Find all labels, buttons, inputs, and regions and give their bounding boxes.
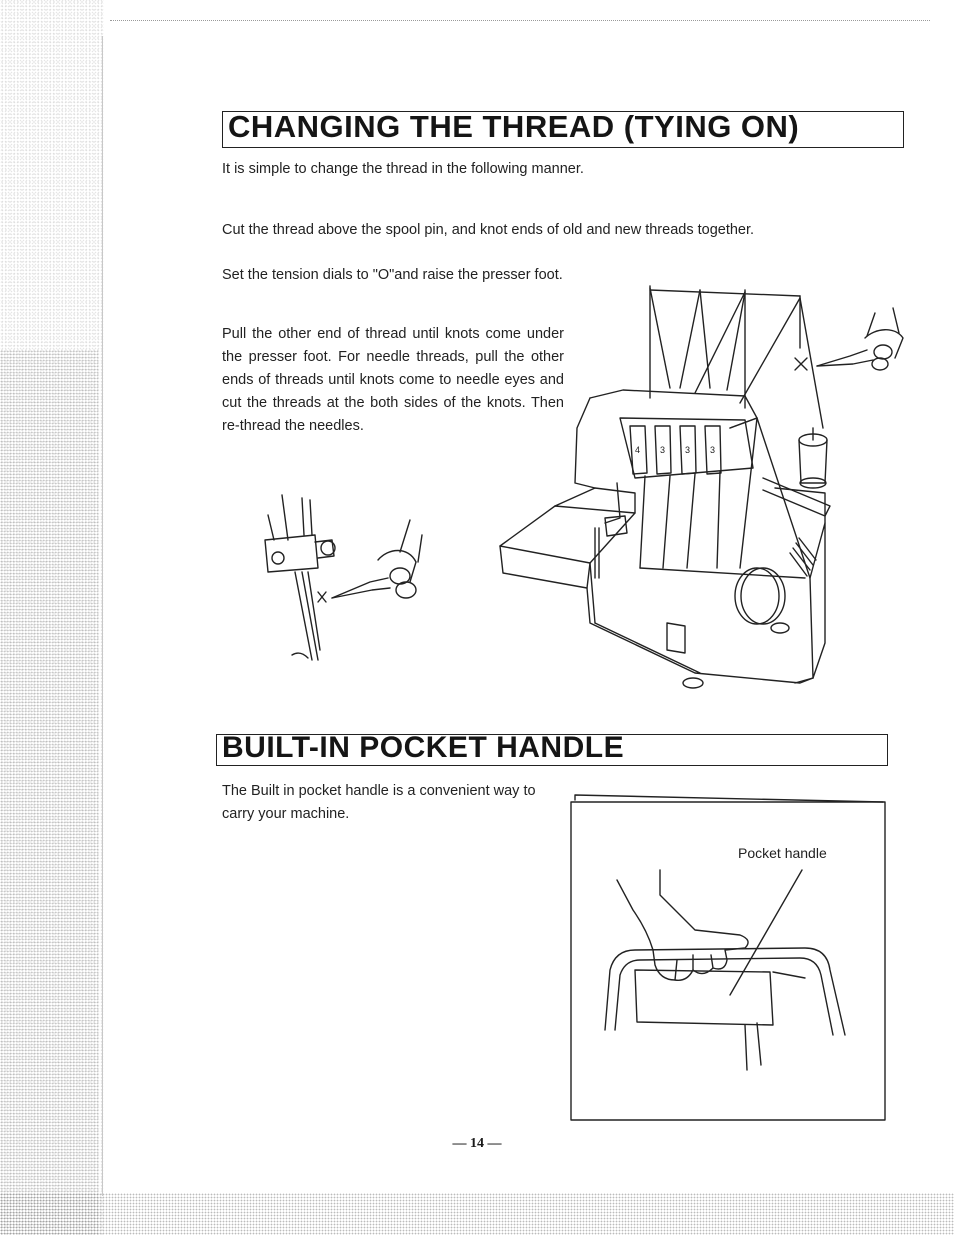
pull-thread-paragraph: Pull the other end of thread until knots come under the presser foot. For needle threads, pull the other ends of threads until knots come to needle eyes and cut the threads at the both sides of the knots. Then re-thread the needles. [222, 326, 564, 434]
pocket-handle-illustration [565, 790, 890, 1125]
intro-paragraph: It is simple to change the thread in the following manner. [222, 161, 584, 177]
needle-cutting-illustration [260, 490, 435, 665]
page-number: — 14 — [452, 1136, 502, 1151]
pocket-handle-label: Pocket handle [738, 845, 827, 861]
pocket-handle-paragraph: The Built in pocket handle is a convenient way to carry your machine. [222, 783, 536, 822]
section-title-text: BUILT-IN POCKET HANDLE [222, 731, 625, 764]
scan-top-edge [110, 20, 930, 22]
cut-thread-paragraph: Cut the thread above the spool pin, and knot ends of old and new threads together. [222, 222, 755, 238]
tension-dial-value: 3 [660, 445, 666, 455]
scan-margin-left-shade [0, 350, 98, 1235]
section-title-pocket-handle [216, 731, 888, 766]
tension-dial-value: 4 [635, 445, 641, 455]
tension-dial-value: 3 [710, 445, 716, 455]
tension-paragraph: Set the tension dials to "O"and raise the presser foot. [222, 267, 563, 283]
tension-dial-value: 3 [685, 445, 691, 455]
section-title-text: CHANGING THE THREAD (TYING ON) [228, 109, 800, 144]
page-edge [102, 36, 103, 1196]
section-title-changing-thread [222, 111, 904, 148]
scan-margin-bottom [0, 1193, 954, 1235]
serger-machine-illustration [495, 278, 915, 693]
